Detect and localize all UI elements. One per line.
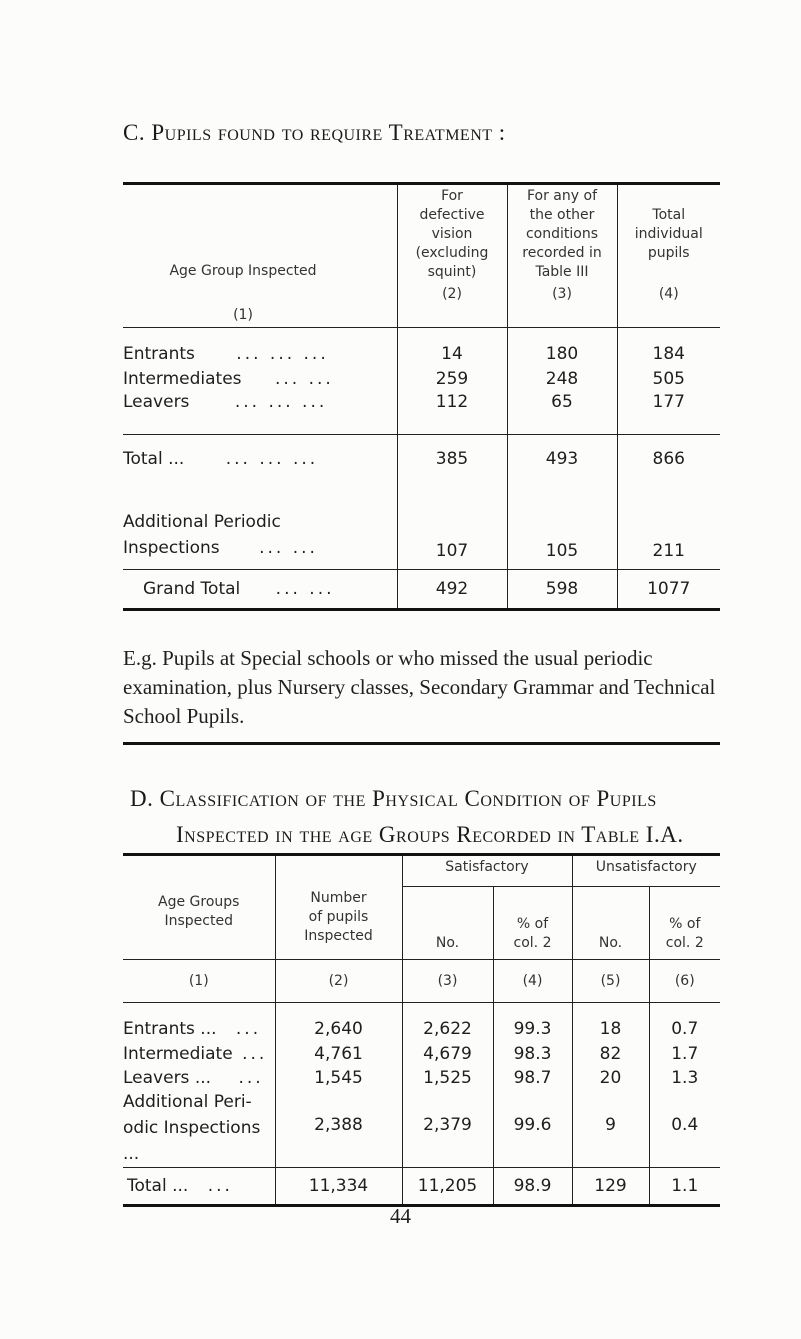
- header-line: % of: [669, 916, 701, 932]
- header-line: pupils: [647, 245, 690, 261]
- cell-value: 505: [617, 366, 720, 392]
- cell-value: 4,679: [402, 1041, 493, 1067]
- header-line: squint): [427, 264, 477, 280]
- additional-row: [123, 1089, 720, 1168]
- header-col4-num: (4): [658, 286, 679, 302]
- header-line: Inspected: [304, 928, 373, 944]
- col-num: (2): [275, 960, 402, 1003]
- cell-value: 107: [397, 499, 507, 570]
- cell-value: 385: [397, 435, 507, 500]
- separator-rule: [123, 742, 720, 745]
- header-age-group-label: Age Group Inspected: [169, 263, 317, 279]
- cell-value: 211: [617, 499, 720, 570]
- cell-value: 493: [507, 435, 617, 500]
- header-line: recorded in: [522, 245, 602, 261]
- header-line: individual: [634, 226, 703, 242]
- header-line: For: [441, 188, 463, 204]
- cell-value: 9: [572, 1089, 649, 1168]
- col-num: (6): [649, 960, 720, 1003]
- cell-value: 18: [572, 1003, 649, 1042]
- leader-dots: ... ...: [259, 538, 318, 558]
- cell-value: 20: [572, 1067, 649, 1089]
- header-line: Table III: [535, 264, 589, 280]
- leader-dots: ... ...: [274, 369, 334, 389]
- leader-dots: ...: [207, 1176, 233, 1196]
- cell-value: 14: [397, 328, 507, 367]
- header-line: % of: [516, 916, 549, 932]
- cell-value: 99.3: [493, 1003, 572, 1042]
- cell-value: 65: [507, 392, 617, 435]
- note-paragraph: E.g. Pupils at Special schools or who missed the usual periodic examination, plus Nursery classes, Secondary Grammar and Technical School Pupils.: [123, 646, 716, 728]
- cell-value: 1,545: [275, 1067, 402, 1089]
- header-line: Age Groups: [158, 893, 240, 910]
- cell-value: 1.3: [649, 1067, 720, 1089]
- cell-value: 598: [507, 570, 617, 610]
- row-label: Entrants: [123, 344, 195, 364]
- row-label: Additional Periodic: [123, 512, 281, 532]
- header-line: Number: [310, 890, 367, 906]
- cell-value: 866: [617, 435, 720, 500]
- cell-value: 112: [397, 392, 507, 435]
- header-line: (excluding: [415, 245, 489, 261]
- cell-value: 1,525: [402, 1067, 493, 1089]
- header-defective-vision: [397, 184, 507, 328]
- col-num: (4): [493, 960, 572, 1003]
- table-row: [123, 1003, 720, 1042]
- cell-value: 11,205: [402, 1168, 493, 1206]
- col-num: (3): [402, 960, 493, 1003]
- cell-value: 259: [397, 366, 507, 392]
- leader-dots: ...: [238, 1068, 264, 1088]
- section-c-heading: [123, 120, 506, 146]
- header-age-groups: [123, 855, 275, 960]
- header-line: Inspected: [164, 912, 233, 929]
- col-num: (1): [123, 960, 275, 1003]
- physical-condition-table: [123, 853, 720, 1207]
- header-line: conditions: [525, 226, 599, 242]
- header-number-inspected: [275, 855, 402, 960]
- header-line: For any of: [526, 188, 597, 204]
- cell-value: 129: [572, 1168, 649, 1206]
- row-label: Leavers ...: [123, 1068, 212, 1088]
- treatment-table: [123, 182, 720, 611]
- row-label: Leavers: [123, 392, 190, 412]
- header-col3-num: (3): [552, 286, 572, 302]
- header-col2-num: (2): [442, 286, 462, 302]
- column-number-row: [123, 960, 720, 1003]
- row-label: Entrants ...: [123, 1019, 217, 1039]
- section-c-title: Pupils found to require Treatment :: [151, 120, 506, 145]
- header-line: col. 2: [513, 935, 552, 951]
- table-row: [123, 366, 720, 392]
- header-unsat-pct: [649, 887, 720, 960]
- total-row: [123, 435, 720, 500]
- cell-value: 105: [507, 499, 617, 570]
- page-number: 44: [390, 1204, 411, 1228]
- row-label: odic Inspections ...: [123, 1118, 261, 1164]
- cell-value: 98.7: [493, 1067, 572, 1089]
- header-line: vision: [431, 226, 473, 242]
- header-row-1: [123, 855, 720, 887]
- header-line: the other: [529, 207, 595, 223]
- section-d-heading: [130, 786, 657, 812]
- cell-value: 1077: [617, 570, 720, 610]
- section-d-letter: D.: [130, 786, 154, 811]
- cell-value: 248: [507, 366, 617, 392]
- cell-value: 0.7: [649, 1003, 720, 1042]
- table-row: [123, 1067, 720, 1089]
- cell-value: 2,388: [275, 1089, 402, 1168]
- row-label: Grand Total: [143, 579, 241, 599]
- cell-value: 98.3: [493, 1041, 572, 1067]
- header-age-group: [123, 184, 397, 328]
- leader-dots: ... ...: [275, 579, 335, 599]
- cell-value: 492: [397, 570, 507, 610]
- treatment-header-row: [123, 184, 720, 328]
- cell-value: 184: [617, 328, 720, 367]
- cell-value: 1.7: [649, 1041, 720, 1067]
- leader-dots: ... ... ...: [236, 344, 329, 364]
- header-line: Total: [652, 207, 686, 223]
- cell-value: 1.1: [649, 1168, 720, 1206]
- header-satisfactory: Satisfactory: [402, 855, 572, 887]
- grand-total-row: [123, 570, 720, 610]
- cell-value: 2,640: [275, 1003, 402, 1042]
- header-sat-pct: [493, 887, 572, 960]
- row-label: Intermediates: [123, 369, 242, 389]
- section-d-title-line2: Inspected in the age Groups Recorded in Table I.A.: [176, 822, 684, 847]
- cell-value: 99.6: [493, 1089, 572, 1168]
- header-unsatisfactory: Unsatisfactory: [572, 855, 720, 887]
- row-label: Total ...: [127, 1176, 189, 1196]
- cell-value: 2,379: [402, 1089, 493, 1168]
- leader-dots: ... ... ...: [225, 449, 319, 469]
- cell-value: 0.4: [649, 1089, 720, 1168]
- table-row: [123, 1041, 720, 1067]
- cell-value: 177: [617, 392, 720, 435]
- leader-dots: ...: [235, 1019, 262, 1039]
- header-total-individual: [617, 184, 720, 328]
- header-line: of pupils: [308, 909, 369, 925]
- header-unsat-no: No.: [572, 887, 649, 960]
- header-sat-no: No.: [402, 887, 493, 960]
- section-d-title-line1: Classification of the Physical Condition of Pupils: [159, 786, 657, 811]
- header-line: col. 2: [665, 935, 704, 951]
- cell-value: 2,622: [402, 1003, 493, 1042]
- cell-value: 180: [507, 328, 617, 367]
- section-c-letter: C.: [123, 120, 146, 145]
- table-row: [123, 392, 720, 435]
- row-label: Additional Peri-: [123, 1092, 252, 1112]
- leader-dots: ...: [242, 1044, 268, 1064]
- cell-value: 4,761: [275, 1041, 402, 1067]
- row-label: Total ...: [123, 449, 185, 469]
- leader-dots: ... ... ...: [234, 392, 328, 412]
- row-label: Intermediate: [123, 1044, 233, 1064]
- col-num: (5): [572, 960, 649, 1003]
- row-label: Inspections: [123, 538, 220, 558]
- cell-value: 98.9: [493, 1168, 572, 1206]
- header-line: defective: [419, 207, 485, 223]
- header-other-conditions: [507, 184, 617, 328]
- header-col1-num: (1): [233, 307, 253, 323]
- cell-value: 11,334: [275, 1168, 402, 1206]
- additional-row: [123, 499, 720, 570]
- total-row: [123, 1168, 720, 1206]
- cell-value: 82: [572, 1041, 649, 1067]
- table-row: [123, 328, 720, 367]
